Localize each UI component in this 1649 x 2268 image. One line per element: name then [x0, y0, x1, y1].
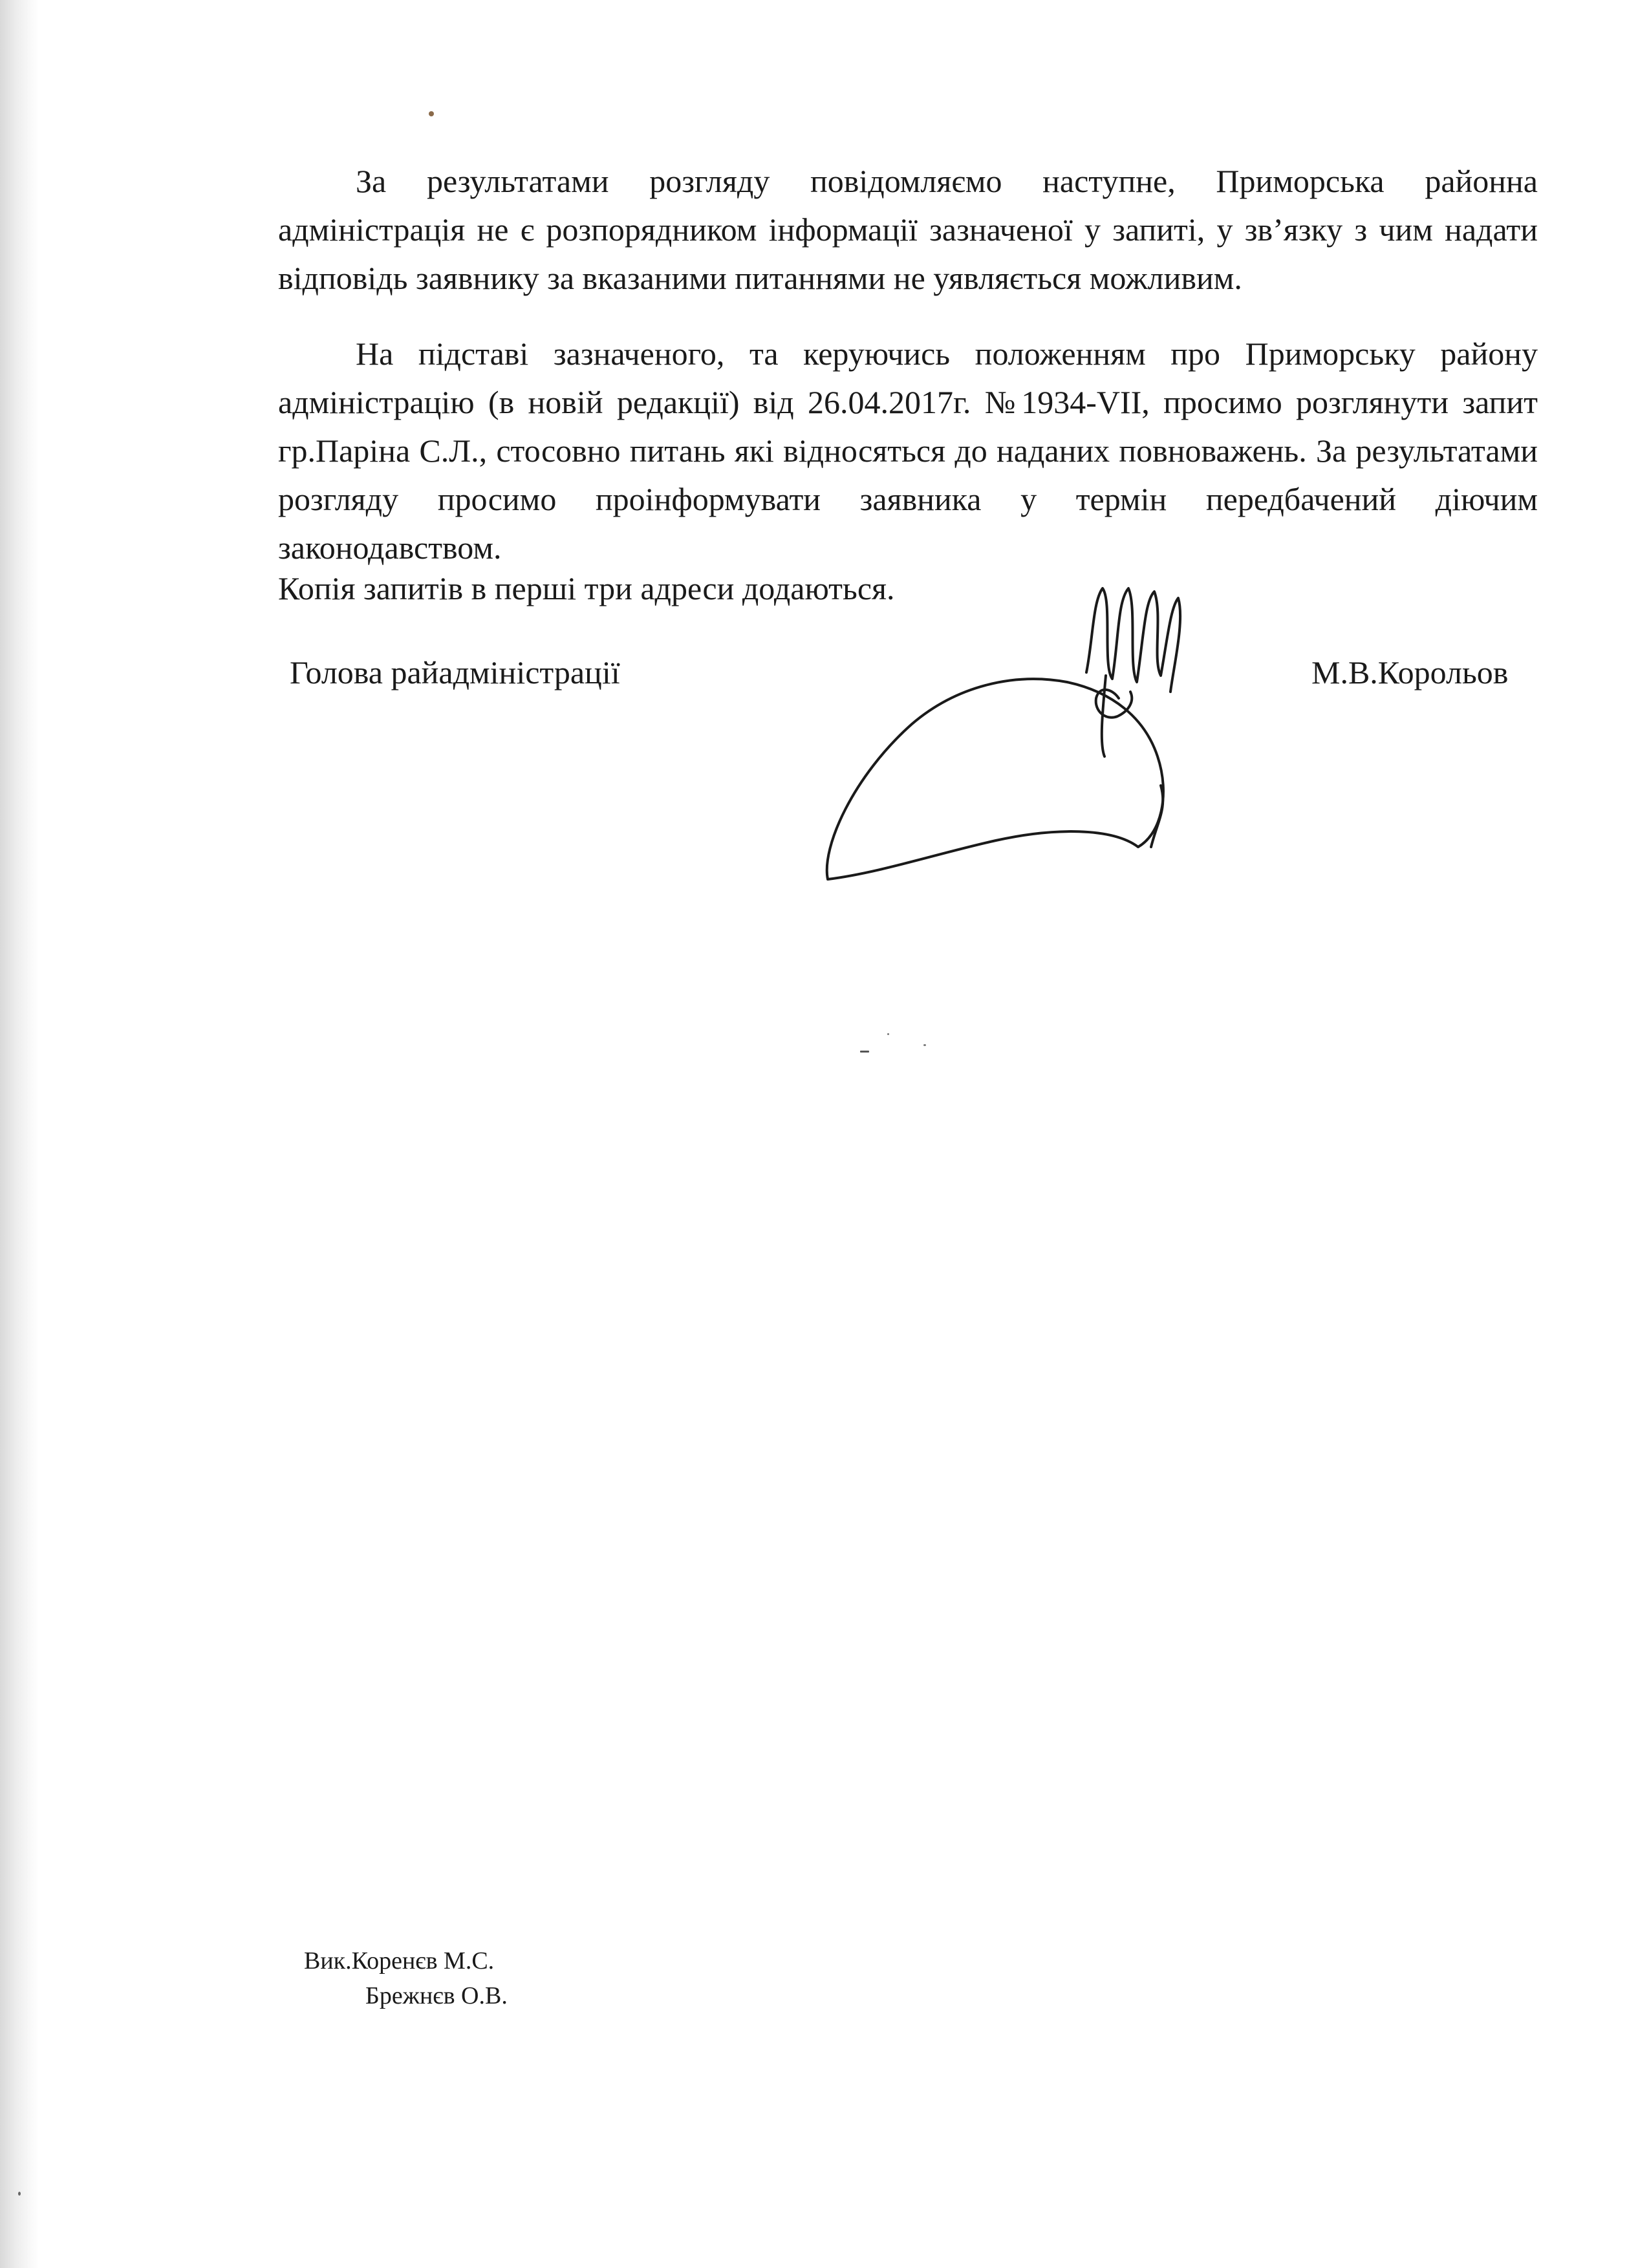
- body-paragraph-1: За результатами розгляду повідомляємо наступне, Приморська районна адміністрація не є розпорядником інформації зазначеної у запиті, у зв’язку з чим надати відповідь заявнику за вказаними питаннями не уявляється можливим.: [278, 163, 1538, 296]
- copies-note: Копія запитів в перші три адреси додаються.: [278, 570, 895, 606]
- scan-speck: [887, 1033, 889, 1035]
- executor-line-1: Вик.Коренєв М.С.: [304, 1947, 495, 1974]
- body-paragraph-2: На підставі зазначеного, та керуючись положенням про Приморську району адміністрацію (в новій редакції) від 26.04.2017г. №1934-VII, просимо розглянути запит гр.Паріна С.Л., стосовно питань які відносяться до наданих повноважень. За результатами розгляду просимо проінформувати заявника у термін передбачений діючим законодавством.: [278, 336, 1538, 566]
- scan-speck: [923, 1044, 926, 1046]
- scan-edge-shadow: [0, 0, 39, 2268]
- signer-name: М.В.Корольов: [1311, 654, 1509, 690]
- scan-speck: [860, 1051, 869, 1053]
- scan-speck: [429, 111, 434, 116]
- handwritten-signature: [808, 562, 1209, 899]
- signer-title: Голова райадміністрації: [290, 654, 620, 690]
- executor-line-2: Брежнєв О.В.: [365, 1982, 508, 2009]
- scan-speck: [18, 2192, 21, 2196]
